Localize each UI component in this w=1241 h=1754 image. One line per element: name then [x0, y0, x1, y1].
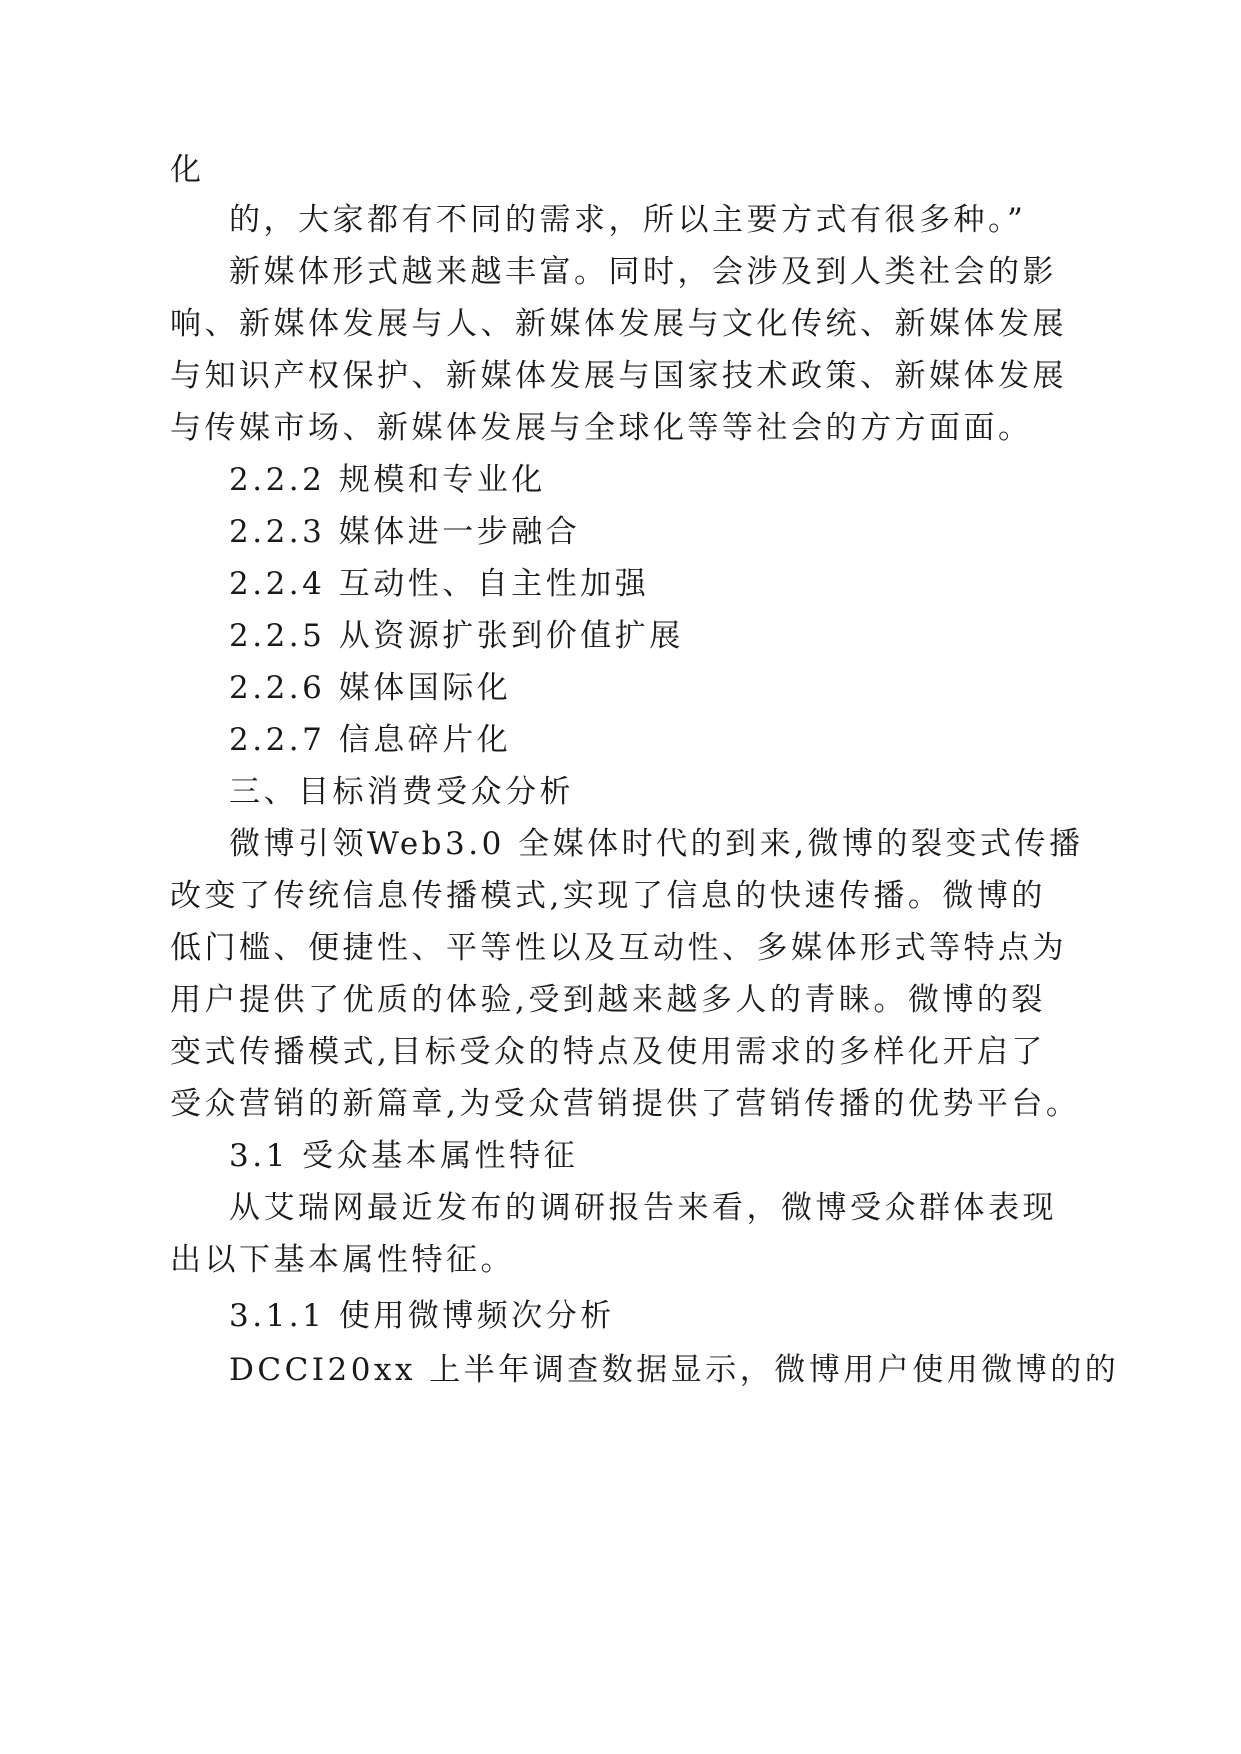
paragraph-line: DCCI20xx 上半年调查数据显示，微博用户使用微博的的 — [229, 1352, 1120, 1388]
subheading-2-2-3: 2.2.3 媒体进一步融合 — [229, 514, 581, 550]
subheading-2-2-7: 2.2.7 信息碎片化 — [229, 722, 512, 758]
paragraph-line: 受众营销的新篇章,为受众营销提供了营销传播的优势平台。 — [170, 1086, 1081, 1122]
paragraph-line: 与知识产权保护、新媒体发展与国家技术政策、新媒体发展 — [170, 358, 1067, 394]
paragraph-line: 微博引领Web3.0 全媒体时代的到来,微博的裂变式传播 — [229, 826, 1084, 862]
text-line-quote-end: 的，大家都有不同的需求，所以主要方式有很多种。” — [229, 202, 1027, 238]
text-line-fragment: 化 — [170, 152, 205, 188]
subheading-3-1-1: 3.1.1 使用微博频次分析 — [229, 1298, 615, 1334]
paragraph-line: 变式传播模式,目标受众的特点及使用需求的多样化开启了 — [170, 1034, 1046, 1070]
subheading-3-1: 3.1 受众基本属性特征 — [229, 1138, 579, 1174]
paragraph-line: 从艾瑞网最近发布的调研报告来看，微博受众群体表现 — [229, 1190, 1057, 1226]
subheading-2-2-2: 2.2.2 规模和专业化 — [229, 462, 546, 498]
subheading-2-2-6: 2.2.6 媒体国际化 — [229, 670, 512, 706]
section-heading-3: 三、目标消费受众分析 — [229, 774, 574, 810]
paragraph-line: 出以下基本属性特征。 — [170, 1242, 515, 1278]
subheading-2-2-5: 2.2.5 从资源扩张到价值扩展 — [229, 618, 684, 654]
paragraph-line: 响、新媒体发展与人、新媒体发展与文化传统、新媒体发展 — [170, 306, 1067, 342]
paragraph-line: 与传媒市场、新媒体发展与全球化等等社会的方方面面。 — [170, 410, 1033, 446]
paragraph-line: 新媒体形式越来越丰富。同时，会涉及到人类社会的影 — [229, 254, 1057, 290]
paragraph-line: 用户提供了优质的体验,受到越来越多人的青睐。微博的裂 — [170, 982, 1046, 1018]
paragraph-line: 低门槛、便捷性、平等性以及互动性、多媒体形式等特点为 — [170, 930, 1067, 966]
subheading-2-2-4: 2.2.4 互动性、自主性加强 — [229, 566, 650, 602]
paragraph-line: 改变了传统信息传播模式,实现了信息的快速传播。微博的 — [170, 878, 1046, 914]
